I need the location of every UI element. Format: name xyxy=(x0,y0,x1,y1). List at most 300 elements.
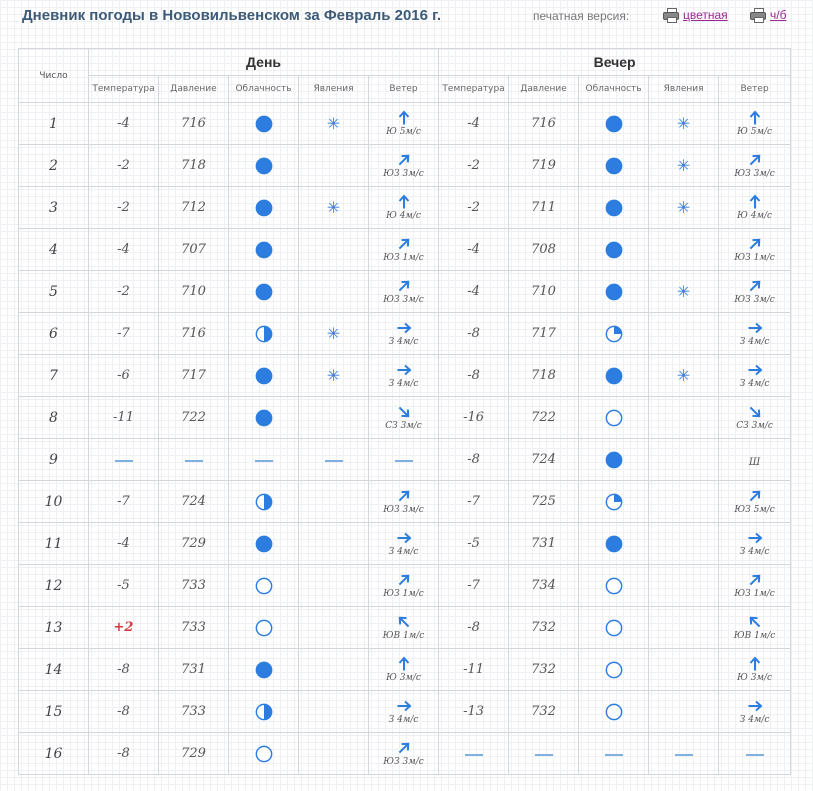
wind-cell xyxy=(369,313,439,355)
cloudiness-cell xyxy=(229,187,299,229)
wind-indicator xyxy=(369,278,438,305)
overcast-icon xyxy=(605,241,623,259)
no-data-cell xyxy=(229,439,299,481)
wind-direction: ЮЗ xyxy=(383,295,400,305)
print-version-label: печатная версия: xyxy=(533,9,630,23)
table-row xyxy=(19,523,791,565)
snow-icon: ✳ xyxy=(676,282,691,301)
pressure-cell: 733 xyxy=(159,691,229,733)
table-row xyxy=(19,439,791,481)
table-row xyxy=(19,229,791,271)
wind-direction: СЗ xyxy=(736,421,749,431)
no-data-dash xyxy=(185,460,203,462)
temperature-cell: -2 xyxy=(89,187,159,229)
pressure-cell: 734 xyxy=(509,565,579,607)
wind-cell xyxy=(719,397,791,439)
phenomena-cell xyxy=(649,439,719,481)
wind-text xyxy=(740,547,770,557)
wind-arrow-icon xyxy=(747,698,763,714)
cloudiness-cell xyxy=(229,523,299,565)
pressure-cell: 710 xyxy=(159,271,229,313)
phenomena-cell xyxy=(649,229,719,271)
phenomena-cell xyxy=(299,103,369,145)
phenomena-cell xyxy=(299,271,369,313)
wind-arrow-icon xyxy=(396,530,412,546)
wind-direction: СЗ xyxy=(385,421,398,431)
phenomena-cell xyxy=(649,565,719,607)
phenomena-cell xyxy=(299,397,369,439)
wind-text xyxy=(383,589,423,599)
overcast-icon xyxy=(605,199,623,217)
weather-table-body xyxy=(19,103,791,775)
wind-direction: ЮЗ xyxy=(734,295,751,305)
wind-speed: 3м/с xyxy=(750,169,775,179)
wind-text xyxy=(737,673,772,683)
wind-arrow-icon xyxy=(396,236,412,252)
overcast-icon xyxy=(255,157,273,175)
wind-direction: З xyxy=(388,547,395,557)
wind-text xyxy=(389,379,419,389)
phenomena-cell xyxy=(299,481,369,523)
wind-arrow-icon xyxy=(396,740,412,756)
wind-speed: 3м/с xyxy=(396,673,421,683)
day-number-cell: 16 xyxy=(19,733,89,775)
wind-text xyxy=(740,337,770,347)
clear-sky-icon xyxy=(605,409,623,427)
no-data-cell xyxy=(369,439,439,481)
wind-indicator xyxy=(369,572,438,599)
wind-indicator xyxy=(719,404,790,431)
wind-indicator xyxy=(719,278,790,305)
phenomena-cell xyxy=(649,523,719,565)
cloudiness-cell xyxy=(579,649,649,691)
no-data-cell xyxy=(159,439,229,481)
temperature-cell: -4 xyxy=(439,103,509,145)
wind-speed: 1м/с xyxy=(750,253,775,263)
wind-arrow-icon xyxy=(396,320,412,336)
wind-indicator xyxy=(719,320,790,347)
wind-indicator xyxy=(719,152,790,179)
day-number-cell: 12 xyxy=(19,565,89,607)
temperature-cell: -8 xyxy=(89,733,159,775)
no-data-dash xyxy=(325,460,343,462)
temperature-cell: -2 xyxy=(439,187,509,229)
pressure-cell: 710 xyxy=(509,271,579,313)
pressure-cell: 732 xyxy=(509,649,579,691)
wind-direction: З xyxy=(739,337,746,347)
wind-indicator xyxy=(719,110,790,137)
wind-speed: 3м/с xyxy=(750,295,775,305)
wind-cell xyxy=(719,649,791,691)
snow-icon: ✳ xyxy=(326,366,341,385)
wind-indicator xyxy=(719,362,790,389)
overcast-icon xyxy=(255,535,273,553)
temperature-cell: -8 xyxy=(89,649,159,691)
wind-arrow-icon xyxy=(396,152,412,168)
snow-icon: ✳ xyxy=(676,156,691,175)
wind-indicator xyxy=(369,656,438,683)
no-data-dash xyxy=(746,754,764,756)
day-number-cell: 2 xyxy=(19,145,89,187)
wind-arrow-icon xyxy=(747,488,763,504)
wind-arrow-icon xyxy=(396,194,412,210)
wind-cell xyxy=(719,481,791,523)
pressure-cell: 719 xyxy=(509,145,579,187)
wind-cell xyxy=(369,397,439,439)
wind-indicator xyxy=(719,614,790,641)
cloudiness-cell xyxy=(579,145,649,187)
wind-arrow-icon xyxy=(747,530,763,546)
wind-indicator xyxy=(369,236,438,263)
temperature-cell: -2 xyxy=(89,271,159,313)
wind-indicator xyxy=(369,488,438,515)
table-row xyxy=(19,103,791,145)
temperature-cell: -2 xyxy=(89,145,159,187)
wind-speed: 3м/с xyxy=(748,421,773,431)
pressure-cell: 731 xyxy=(159,649,229,691)
overcast-icon xyxy=(605,157,623,175)
day-number-cell: 13 xyxy=(19,607,89,649)
print-bw-link[interactable] xyxy=(750,8,786,22)
wind-speed: 4м/с xyxy=(747,211,773,221)
wind-direction: ЮЗ xyxy=(734,505,751,515)
wind-direction: ЮЗ xyxy=(383,589,400,599)
day-number-cell: 3 xyxy=(19,187,89,229)
col-header-phenomena: Явления xyxy=(299,76,369,103)
phenomena-cell xyxy=(649,649,719,691)
table-row xyxy=(19,607,791,649)
table-row xyxy=(19,733,791,775)
wind-arrow-icon xyxy=(747,320,763,336)
wind-indicator xyxy=(719,656,790,683)
cloudiness-cell xyxy=(229,145,299,187)
cloudiness-cell xyxy=(579,565,649,607)
table-row xyxy=(19,271,791,313)
printer-icon xyxy=(663,8,679,22)
phenomena-cell xyxy=(299,565,369,607)
wind-arrow-icon xyxy=(747,656,763,672)
wind-arrow-icon xyxy=(396,656,412,672)
temperature-cell: -7 xyxy=(89,313,159,355)
pressure-cell: 724 xyxy=(509,439,579,481)
partly-cloudy-icon xyxy=(255,325,273,343)
print-bw-link-text[interactable]: ч/б xyxy=(770,8,787,22)
cloudiness-cell xyxy=(579,523,649,565)
cloudiness-cell xyxy=(229,355,299,397)
clear-sky-icon xyxy=(255,577,273,595)
wind-cell xyxy=(369,229,439,271)
phenomena-cell xyxy=(649,397,719,439)
wind-arrow-icon xyxy=(396,362,412,378)
wind-arrow-icon xyxy=(747,194,763,210)
temperature-cell: +2 xyxy=(89,607,159,649)
wind-indicator xyxy=(369,698,438,725)
day-number-cell: 1 xyxy=(19,103,89,145)
wind-direction: ЮЗ xyxy=(383,757,400,767)
table-row xyxy=(19,691,791,733)
wind-speed: 4м/с xyxy=(394,337,419,347)
col-header-temperature: Температура xyxy=(439,76,509,103)
pressure-cell: 733 xyxy=(159,565,229,607)
cloudiness-cell xyxy=(579,313,649,355)
temperature-cell: -4 xyxy=(89,523,159,565)
wind-speed: 4м/с xyxy=(745,715,770,725)
temperature-cell: -7 xyxy=(439,481,509,523)
temperature-cell: -4 xyxy=(439,229,509,271)
wind-indicator xyxy=(719,572,790,599)
wind-text xyxy=(389,547,419,557)
clear-sky-icon xyxy=(605,703,623,721)
wind-cell xyxy=(719,523,791,565)
phenomena-cell xyxy=(649,145,719,187)
wind-indicator xyxy=(369,320,438,347)
col-header-pressure: Давление xyxy=(159,76,229,103)
wind-cell xyxy=(369,271,439,313)
wind-direction: ЮЗ xyxy=(383,169,400,179)
printer-icon xyxy=(750,8,766,22)
wind-text xyxy=(383,295,423,305)
wind-text xyxy=(383,631,424,641)
overcast-icon xyxy=(255,115,273,133)
table-row xyxy=(19,187,791,229)
wind-arrow-icon xyxy=(396,614,412,630)
overcast-icon xyxy=(255,409,273,427)
wind-arrow-icon xyxy=(747,572,763,588)
wind-cell xyxy=(369,103,439,145)
wind-speed: 3м/с xyxy=(397,421,422,431)
temperature-cell: -8 xyxy=(439,607,509,649)
wind-text xyxy=(734,505,774,515)
pressure-cell: 722 xyxy=(509,397,579,439)
snow-icon: ✳ xyxy=(676,366,691,385)
temperature-cell: -4 xyxy=(439,271,509,313)
wind-direction: Ю xyxy=(737,211,748,221)
wind-speed: 3м/с xyxy=(747,673,773,683)
wind-text xyxy=(734,295,774,305)
cloudiness-cell xyxy=(229,103,299,145)
temperature-cell: -6 xyxy=(89,355,159,397)
pressure-cell: 716 xyxy=(159,313,229,355)
wind-cell xyxy=(719,313,791,355)
wind-cell xyxy=(719,355,791,397)
wind-arrow-icon xyxy=(396,488,412,504)
wind-speed: 4м/с xyxy=(745,547,770,557)
temperature-cell: -7 xyxy=(439,565,509,607)
cloudiness-cell xyxy=(579,397,649,439)
cloudiness-cell xyxy=(579,229,649,271)
pressure-cell: 722 xyxy=(159,397,229,439)
wind-text xyxy=(734,589,774,599)
phenomena-cell xyxy=(649,187,719,229)
cloudiness-cell xyxy=(229,229,299,271)
phenomena-cell xyxy=(299,523,369,565)
snow-icon: ✳ xyxy=(326,324,341,343)
wind-speed: 1м/с xyxy=(750,589,775,599)
wind-cell xyxy=(719,691,791,733)
wind-cell xyxy=(369,187,439,229)
wind-calm-label: Ш xyxy=(748,457,761,468)
cloudiness-cell xyxy=(579,355,649,397)
pressure-cell: 717 xyxy=(159,355,229,397)
cloudiness-cell xyxy=(579,271,649,313)
day-number-cell: 6 xyxy=(19,313,89,355)
wind-cell xyxy=(369,565,439,607)
cloudiness-cell xyxy=(579,607,649,649)
col-header-cloudiness: Облачность xyxy=(229,76,299,103)
wind-text xyxy=(734,253,774,263)
wind-indicator xyxy=(719,530,790,557)
table-row xyxy=(19,145,791,187)
overcast-icon xyxy=(255,283,273,301)
wind-speed: 4м/с xyxy=(394,379,419,389)
phenomena-cell xyxy=(299,229,369,271)
wind-direction: Ю xyxy=(386,127,397,137)
wind-arrow-icon xyxy=(396,110,412,126)
temperature-cell: -8 xyxy=(439,355,509,397)
col-header-day-number: Число xyxy=(19,49,89,103)
wind-direction: ЮЗ xyxy=(383,505,400,515)
wind-speed: 3м/с xyxy=(399,757,424,767)
pressure-cell: 731 xyxy=(509,523,579,565)
group-header-day: День xyxy=(89,49,439,76)
wind-cell xyxy=(369,733,439,775)
wind-text xyxy=(740,715,770,725)
day-number-cell: 7 xyxy=(19,355,89,397)
wind-arrow-icon xyxy=(747,614,763,630)
wind-cell xyxy=(369,649,439,691)
col-header-pressure: Давление xyxy=(509,76,579,103)
wind-speed: 4м/с xyxy=(745,337,770,347)
print-color-link[interactable] xyxy=(663,8,728,22)
wind-speed: 5м/с xyxy=(750,505,775,515)
temperature-cell: -13 xyxy=(439,691,509,733)
phenomena-cell xyxy=(649,481,719,523)
print-color-link-text[interactable]: цветная xyxy=(683,8,728,22)
overcast-icon xyxy=(605,367,623,385)
wind-cell xyxy=(369,607,439,649)
cloudiness-cell xyxy=(229,481,299,523)
overcast-icon xyxy=(255,199,273,217)
temperature-cell: -11 xyxy=(439,649,509,691)
wind-speed: 1м/с xyxy=(400,631,425,641)
wind-text xyxy=(383,253,423,263)
no-data-cell xyxy=(439,733,509,775)
temperature-cell: -4 xyxy=(89,229,159,271)
wind-indicator xyxy=(369,404,438,431)
no-data-dash xyxy=(675,754,693,756)
cloudiness-cell xyxy=(229,733,299,775)
wind-direction: З xyxy=(388,715,395,725)
pressure-cell: 729 xyxy=(159,523,229,565)
no-data-cell xyxy=(299,439,369,481)
pressure-cell: 707 xyxy=(159,229,229,271)
phenomena-cell xyxy=(299,607,369,649)
wind-indicator xyxy=(369,152,438,179)
partly-cloudy-icon xyxy=(255,703,273,721)
no-data-dash xyxy=(255,460,273,462)
no-data-dash xyxy=(115,460,133,462)
wind-text xyxy=(383,757,423,767)
temperature-cell: -8 xyxy=(439,439,509,481)
wind-arrow-icon xyxy=(747,278,763,294)
pressure-cell: 733 xyxy=(159,607,229,649)
wind-speed: 3м/с xyxy=(399,169,424,179)
partly-cloudy-icon xyxy=(255,493,273,511)
wind-text xyxy=(385,421,422,431)
temperature-cell: -4 xyxy=(89,103,159,145)
wind-cell xyxy=(719,271,791,313)
wind-speed: 4м/с xyxy=(394,715,419,725)
wind-indicator xyxy=(369,530,438,557)
wind-cell xyxy=(719,145,791,187)
phenomena-cell xyxy=(299,691,369,733)
wind-direction: ЮЗ xyxy=(734,589,751,599)
day-number-cell: 9 xyxy=(19,439,89,481)
wind-arrow-icon xyxy=(747,362,763,378)
wind-direction: ЮВ xyxy=(382,631,401,641)
pressure-cell: 717 xyxy=(509,313,579,355)
wind-direction: ЮВ xyxy=(733,631,752,641)
clear-sky-icon xyxy=(255,745,273,763)
wind-speed: 4м/с xyxy=(745,379,770,389)
wind-cell xyxy=(719,565,791,607)
wind-direction: Ю xyxy=(737,127,748,137)
cloudiness-cell xyxy=(579,439,649,481)
wind-direction: ЮЗ xyxy=(734,253,751,263)
pressure-cell: 732 xyxy=(509,607,579,649)
clear-sky-icon xyxy=(255,619,273,637)
wind-cell xyxy=(369,691,439,733)
wind-arrow-icon xyxy=(747,404,763,420)
wind-direction: Ю xyxy=(386,673,397,683)
pressure-cell: 725 xyxy=(509,481,579,523)
temperature-cell: -16 xyxy=(439,397,509,439)
overcast-icon xyxy=(255,661,273,679)
wind-direction: Ю xyxy=(737,673,748,683)
page-header xyxy=(0,0,813,34)
wind-cell xyxy=(369,523,439,565)
wind-cell xyxy=(719,103,791,145)
wind-direction: З xyxy=(739,715,746,725)
wind-speed: 4м/с xyxy=(394,547,419,557)
pressure-cell: 718 xyxy=(159,145,229,187)
no-data-dash xyxy=(535,754,553,756)
wind-speed: 1м/с xyxy=(399,253,424,263)
wind-direction: З xyxy=(739,379,746,389)
temperature-cell: -5 xyxy=(439,523,509,565)
day-number-cell: 4 xyxy=(19,229,89,271)
snow-icon: ✳ xyxy=(676,198,691,217)
no-data-dash xyxy=(465,754,483,756)
wind-text xyxy=(383,505,423,515)
wind-text xyxy=(736,421,773,431)
wind-text xyxy=(386,211,421,221)
phenomena-cell xyxy=(649,313,719,355)
no-data-cell xyxy=(579,733,649,775)
wind-indicator xyxy=(369,614,438,641)
pressure-cell: 729 xyxy=(159,733,229,775)
wind-text xyxy=(734,631,775,641)
wind-arrow-icon xyxy=(396,698,412,714)
col-header-cloudiness: Облачность xyxy=(579,76,649,103)
phenomena-cell xyxy=(649,691,719,733)
wind-direction: З xyxy=(388,379,395,389)
table-row xyxy=(19,355,791,397)
pressure-cell: 716 xyxy=(509,103,579,145)
wind-text xyxy=(740,379,770,389)
wind-text xyxy=(389,337,419,347)
wind-indicator xyxy=(719,236,790,263)
